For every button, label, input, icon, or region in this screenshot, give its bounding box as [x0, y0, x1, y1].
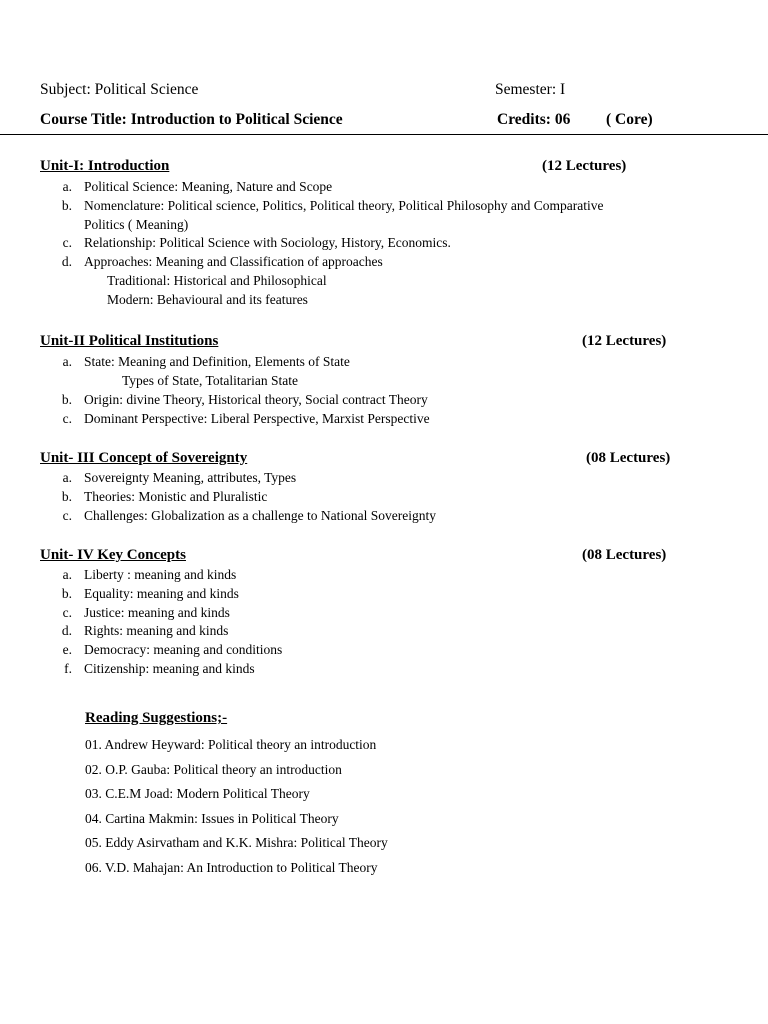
reading-item: 03. C.E.M Joad: Modern Political Theory	[85, 786, 310, 801]
credits-label: Credits: 06	[497, 111, 571, 128]
list-subitem: Traditional: Historical and Philosophical	[107, 273, 327, 288]
list-subitem: Types of State, Totalitarian State	[122, 373, 298, 388]
list-item-text: Approaches: Meaning and Classification of approaches	[84, 254, 383, 269]
list-marker: a.	[62, 567, 72, 582]
list-marker: f.	[64, 661, 72, 676]
list-item-text: Liberty : meaning and kinds	[84, 567, 237, 582]
list-item-text: State: Meaning and Definition, Elements of State	[84, 354, 350, 369]
semester-label: Semester: I	[495, 81, 566, 98]
list-item-text: Theories: Monistic and Pluralistic	[84, 489, 268, 504]
reading-item: 04. Cartina Makmin: Issues in Political Theory	[85, 811, 339, 826]
list-marker: c.	[62, 605, 72, 620]
list-item-text: Citizenship: meaning and kinds	[84, 661, 255, 676]
reading-item: 02. O.P. Gauba: Political theory an introduction	[85, 762, 342, 777]
list-subitem: Modern: Behavioural and its features	[107, 292, 308, 307]
unit-lectures: (08 Lectures)	[586, 450, 671, 466]
list-item-continuation: Politics ( Meaning)	[84, 217, 189, 232]
list-marker: c.	[62, 508, 72, 523]
list-item-text: Relationship: Political Science with Sociology, History, Economics.	[84, 235, 451, 250]
list-marker: d.	[61, 254, 72, 269]
list-marker: b.	[61, 392, 72, 407]
list-marker: c.	[62, 235, 72, 250]
header-divider	[0, 134, 768, 135]
course-title: Course Title: Introduction to Political Science	[40, 111, 343, 128]
list-marker: a.	[62, 354, 72, 369]
core-label: ( Core)	[606, 111, 653, 128]
list-marker: b.	[61, 489, 72, 504]
reading-title: Reading Suggestions;-	[85, 710, 228, 726]
subject-label: Subject: Political Science	[40, 81, 199, 98]
list-item-text: Rights: meaning and kinds	[84, 623, 229, 638]
unit-title: Unit-I: Introduction	[40, 158, 170, 174]
list-marker: b.	[61, 198, 72, 213]
unit-lectures: (08 Lectures)	[582, 547, 667, 563]
unit-title: Unit- III Concept of Sovereignty	[40, 450, 248, 466]
list-item-text: Equality: meaning and kinds	[84, 586, 239, 601]
list-item-text: Challenges: Globalization as a challenge to National Sovereignty	[84, 508, 437, 523]
unit-lectures: (12 Lectures)	[542, 158, 627, 174]
list-marker: a.	[62, 470, 72, 485]
list-marker: b.	[61, 586, 72, 601]
list-item-text: Political Science: Meaning, Nature and Scope	[84, 179, 333, 194]
list-item-text: Nomenclature: Political science, Politics, Political theory, Political Philosophy and Comparative	[84, 198, 604, 213]
reading-item: 01. Andrew Heyward: Political theory an introduction	[85, 737, 377, 752]
list-marker: c.	[62, 411, 72, 426]
list-marker: d.	[61, 623, 72, 638]
unit-lectures: (12 Lectures)	[582, 333, 667, 349]
list-item-text: Sovereignty Meaning, attributes, Types	[84, 470, 297, 485]
list-item-text: Dominant Perspective: Liberal Perspective, Marxist Perspective	[84, 411, 430, 426]
unit-title: Unit- IV Key Concepts	[40, 547, 186, 563]
reading-item: 05. Eddy Asirvatham and K.K. Mishra: Political Theory	[85, 835, 388, 850]
list-item-text: Justice: meaning and kinds	[84, 605, 230, 620]
list-marker: a.	[62, 179, 72, 194]
list-item-text: Origin: divine Theory, Historical theory, Social contract Theory	[84, 392, 428, 407]
unit-title: Unit-II Political Institutions	[40, 333, 219, 349]
reading-item: 06. V.D. Mahajan: An Introduction to Political Theory	[85, 860, 378, 875]
list-item-text: Democracy: meaning and conditions	[84, 642, 283, 657]
list-marker: e.	[62, 642, 72, 657]
